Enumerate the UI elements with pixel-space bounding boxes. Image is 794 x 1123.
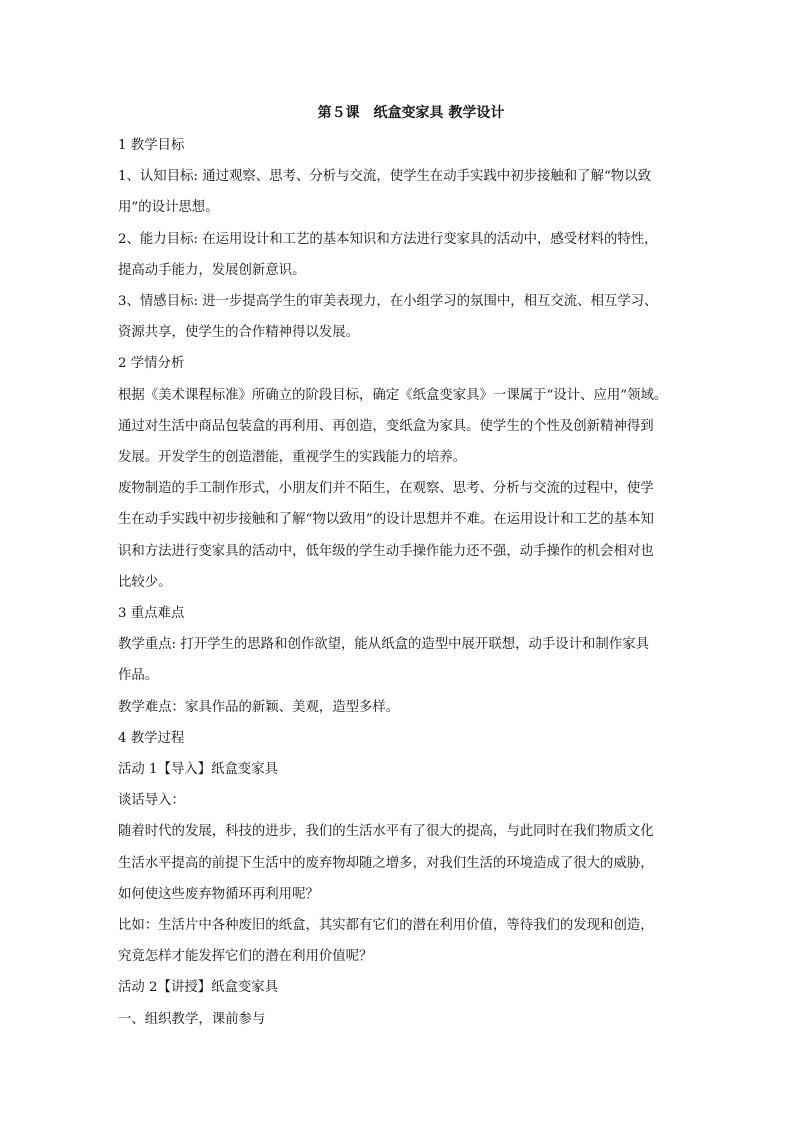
text-line: 3 重点难点 — [118, 606, 185, 622]
text-line: 如何使这些废弃物循环再利用呢？ — [118, 886, 319, 902]
text-line: 活动 2【讲授】纸盒变家具 — [118, 980, 279, 996]
document-lines — [118, 130, 678, 1035]
text-line: 教学难点：家具作品的新颖、美观，造型多样。 — [118, 699, 400, 715]
text-line: 随着时代的发展，科技的进步，我们的生活水平有了很大的提高，与此同时在我们物质文化 — [118, 824, 654, 840]
text-line: 作品。 — [118, 668, 159, 684]
text-line: 究竟怎样才能发挥它们的潜在利用价值呢？ — [118, 949, 373, 965]
text-line: 2 学情分析 — [118, 356, 185, 372]
text-line: 根据《美术课程标准》所确立的阶段目标，确定《纸盒变家具》一课属于“设计、应用”领域。 — [118, 387, 668, 403]
document-title: 第５课 纸盒变家具 教学设计 — [317, 105, 505, 121]
text-line: 比较少。 — [118, 574, 172, 590]
text-line: 提高动手能力，发展创新意识。 — [118, 262, 306, 278]
text-line: 一、组织教学，课前参与 — [118, 1011, 266, 1027]
text-line: 发展。开发学生的创造潜能，重视学生的实践能力的培养。 — [118, 450, 467, 466]
text-line: 生在动手实践中初步接触和了解“物以致用”的设计思想并不难。在运用设计和工艺的基本知 — [118, 512, 654, 528]
text-line: 2、能力目标: 在运用设计和工艺的基本知识和方法进行变家具的活动中，感受材料的特性， — [118, 231, 658, 247]
text-line: 识和方法进行变家具的活动中，低年级的学生动手操作能力还不强，动手操作的机会相对也 — [118, 543, 654, 559]
text-line: 谈话导入： — [118, 793, 185, 809]
text-line: 资源共享，使学生的合作精神得以发展。 — [118, 325, 360, 341]
text-line: 废物制造的手工制作形式，小朋友们并不陌生，在观察、思考、分析与交流的过程中，使学 — [118, 481, 654, 497]
text-line: 3、情感目标: 进一步提高学生的审美表现力，在小组学习的氛围中，相互交流、相互学习、 — [118, 294, 658, 310]
text-line: 1、认知目标: 通过观察、思考、分析与交流，使学生在动手实践中初步接触和了解“物以致 — [118, 169, 651, 185]
text-line: 用”的设计思想。 — [118, 200, 219, 216]
text-line: 4 教学过程 — [118, 730, 185, 746]
text-line: 比如：生活片中各种废旧的纸盒，其实都有它们的潜在利用价值，等待我们的发现和创造， — [118, 918, 654, 934]
text-line: 活动 1【导入】纸盒变家具 — [118, 762, 279, 778]
text-line: 教学重点: 打开学生的思路和创作欲望，能从纸盒的造型中展开联想，动手设计和制作家具 — [118, 637, 649, 653]
document-body — [118, 98, 678, 1035]
text-line: 1 教学目标 — [118, 138, 185, 153]
text-line: 生活水平提高的前提下生活中的废弃物却随之增多，对我们生活的环境造成了很大的威胁， — [118, 855, 654, 871]
text-line: 通过对生活中商品包装盒的再利用、再创造，变纸盒为家具。使学生的个性及创新精神得到 — [118, 418, 654, 434]
